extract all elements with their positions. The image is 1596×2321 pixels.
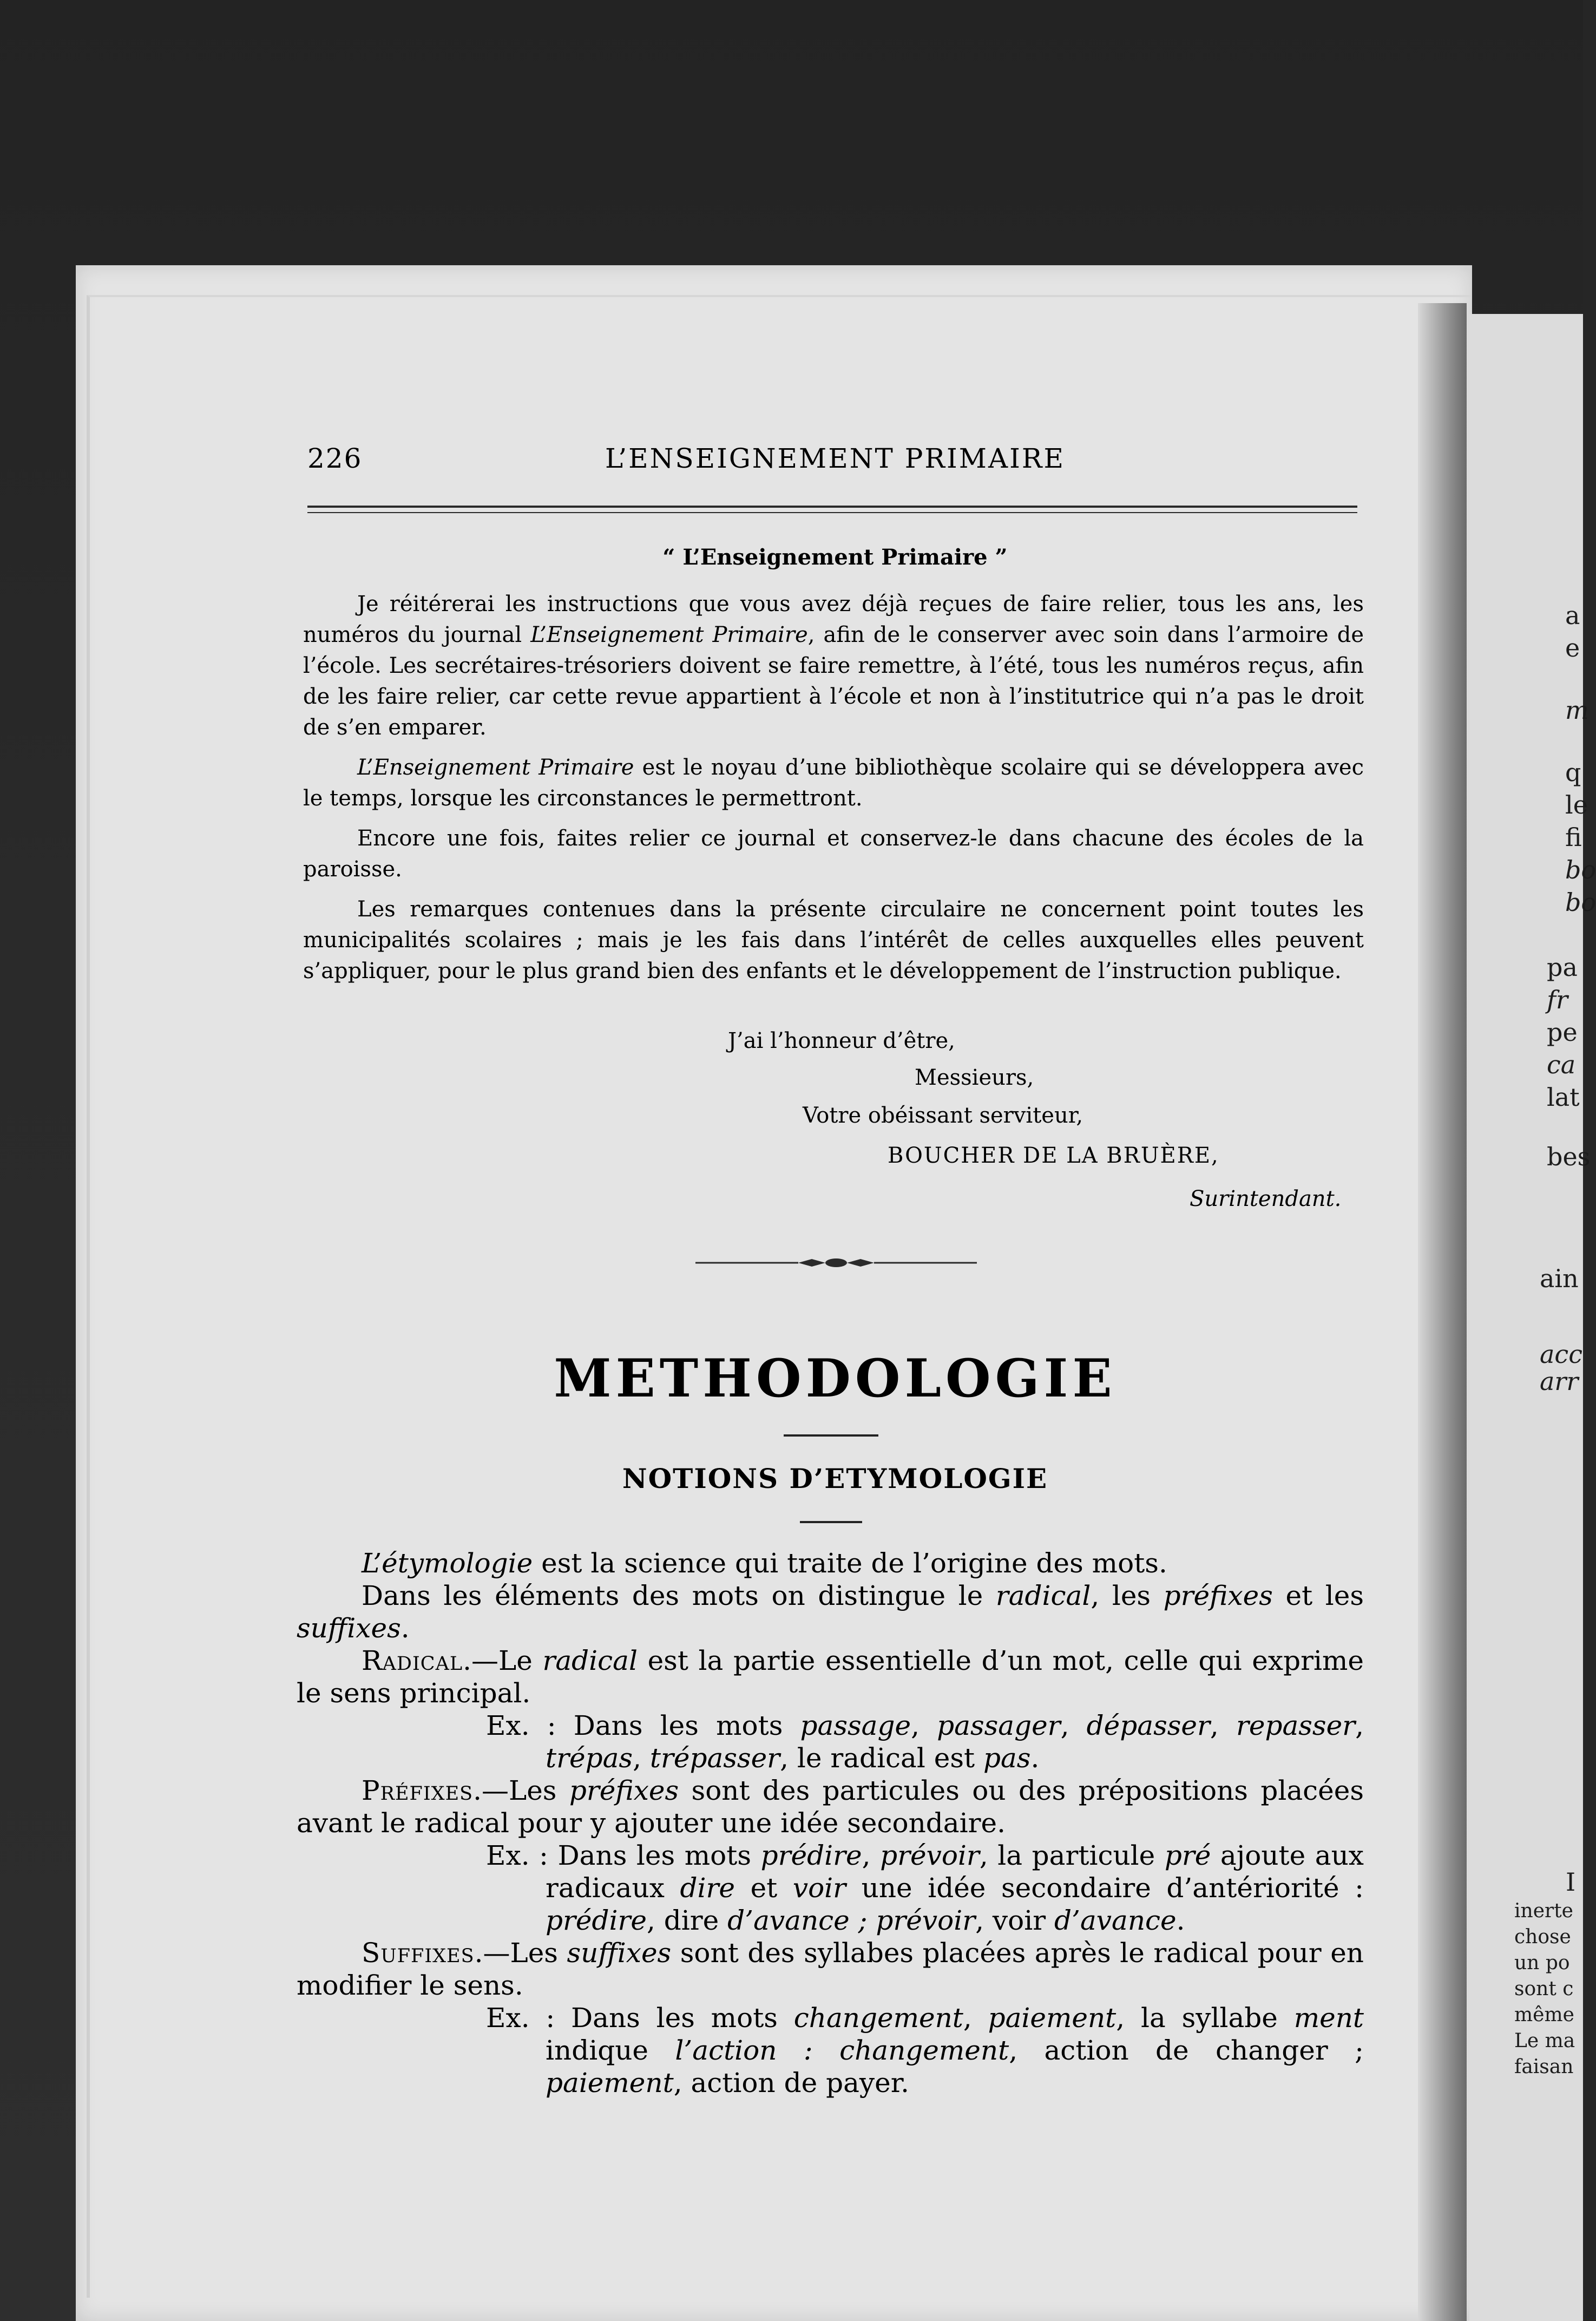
right-page-fragment: bo — [1565, 855, 1596, 884]
radical-example: Ex. : Dans les mots passage, passager, dépasser, repasser, trépas, trépasser, le radical est pas. — [486, 1710, 1364, 1774]
paragraph: Les remarques contenues dans la présente circulaire ne concernent point toutes les municipalités scolaires ; mais je les fais dans l’intérêt de celles auxquelles elles peuvent s’appliquer, pour le plus grand bien des enfants et le développement de l’instruction publique. — [303, 897, 1364, 984]
right-page-fragment: e — [1565, 633, 1580, 663]
right-page-fragment: m — [1565, 696, 1589, 725]
closing-line: Messieurs, — [915, 1065, 1034, 1090]
right-page-fragment: fi — [1565, 823, 1582, 852]
signature: BOUCHER DE LA BRUÈRE, — [888, 1143, 1219, 1168]
right-page-fragment: lat — [1547, 1083, 1580, 1112]
section-title-methodologie: METHODOLOGIE — [554, 1348, 1116, 1409]
ornament-divider — [695, 1255, 977, 1271]
right-page-fragment: pa — [1547, 953, 1578, 982]
right-page-fragment: un po — [1514, 1952, 1570, 1974]
right-page-fragment: pe — [1547, 1018, 1578, 1047]
signatory-role: Surintendant. — [1190, 1186, 1342, 1211]
elements-paragraph: Dans les éléments des mots on distingue le radical, les préfixes et les suffixes. — [297, 1580, 1364, 1644]
right-page-fragment: a — [1565, 601, 1580, 630]
right-page-fragment: même — [1514, 2004, 1574, 2026]
right-page — [1469, 314, 1596, 2321]
right-page-fragment: le — [1565, 790, 1588, 819]
title-rule — [784, 1434, 878, 1437]
right-page-fragment: faisan — [1514, 2056, 1574, 2078]
page-number: 226 — [307, 443, 363, 474]
paragraph: Je réitérerai les instructions que vous avez déjà reçues de faire relier, tous les ans, les numéros du journal L’Enseignement Primaire, afin de le conserver avec soin dans l’armoire de l’école. Les secrétaires-trésoriers doivent se faire remettre, à l’été, tous les numéros reçus, afin de les faire relier, car cette revue appartient à l’école et non à l’institutrice qui n’a pas le droit de s’en emparer. — [303, 592, 1364, 740]
circular-body — [303, 589, 1364, 996]
paragraph: L’Enseignement Primaire est le noyau d’une bibliothèque scolaire qui se développera avec le temps, lorsque les circonstances le permettront. — [303, 755, 1364, 811]
running-head — [307, 443, 1363, 475]
book-gutter — [1418, 303, 1467, 2321]
radical-paragraph: Radical.—Le radical est la partie essentielle d’un mot, celle qui exprime le sens principal. — [297, 1645, 1364, 1709]
prefixes-example: Ex. : Dans les mots prédire, prévoir, la particule pré ajoute aux radicaux dire et voir une idée secondaire d’antériorité : prédire, dire d’avance ; prévoir, voir d’avance. — [486, 1840, 1364, 1936]
right-page-fragment: bo — [1565, 888, 1596, 917]
journal-title: L’ENSEIGNEMENT PRIMAIRE — [605, 443, 1065, 474]
section-subtitle: NOTIONS D’ETYMOLOGIE — [622, 1463, 1048, 1494]
closing-line: Votre obéissant serviteur, — [803, 1103, 1083, 1128]
right-page-fragment: I — [1566, 1867, 1576, 1897]
right-page-fragment: Le ma — [1514, 2030, 1575, 2052]
right-page-fragment: q — [1565, 758, 1581, 787]
right-page-fragment: acc — [1540, 1340, 1582, 1369]
right-page-fragment: inerte — [1514, 1900, 1573, 1922]
paragraph: Encore une fois, faites relier ce journal et conservez-le dans chacune des écoles de la paroisse. — [303, 826, 1364, 882]
right-page-fragment: sont c — [1514, 1978, 1574, 2000]
suffixes-example: Ex. : Dans les mots changement, paiement, la syllabe ment indique l’action : changement, action de changer ; paiement, action de payer. — [486, 2002, 1364, 2099]
subtitle-rule — [800, 1521, 862, 1523]
suffixes-paragraph: Suffixes.—Les suffixes sont des syllabes placées après le radical pour en modifier le sens. — [297, 1937, 1364, 2001]
right-page-fragment: bes — [1547, 1142, 1591, 1171]
prefixes-paragraph: Préfixes.—Les préfixes sont des particules ou des prépositions placées avant le radical pour y ajouter une idée secondaire. — [297, 1775, 1364, 1839]
definition-paragraph: L’étymologie est la science qui traite de l’origine des mots. — [362, 1548, 1167, 1579]
header-rule-thin — [307, 512, 1357, 513]
right-page-fragment: ca — [1547, 1050, 1576, 1079]
right-page-fragment: ain — [1540, 1264, 1579, 1293]
etymology-body — [297, 1547, 1364, 2099]
closing-line: J’ai l’honneur d’être, — [728, 1028, 955, 1053]
right-page-fragment: chose — [1514, 1926, 1571, 1948]
header-rule-thick — [307, 506, 1357, 508]
right-page-fragment: arr — [1540, 1367, 1579, 1396]
right-page-fragment: fr — [1547, 985, 1568, 1014]
section-title-journal: “ L’Enseignement Primaire ” — [662, 545, 1008, 570]
